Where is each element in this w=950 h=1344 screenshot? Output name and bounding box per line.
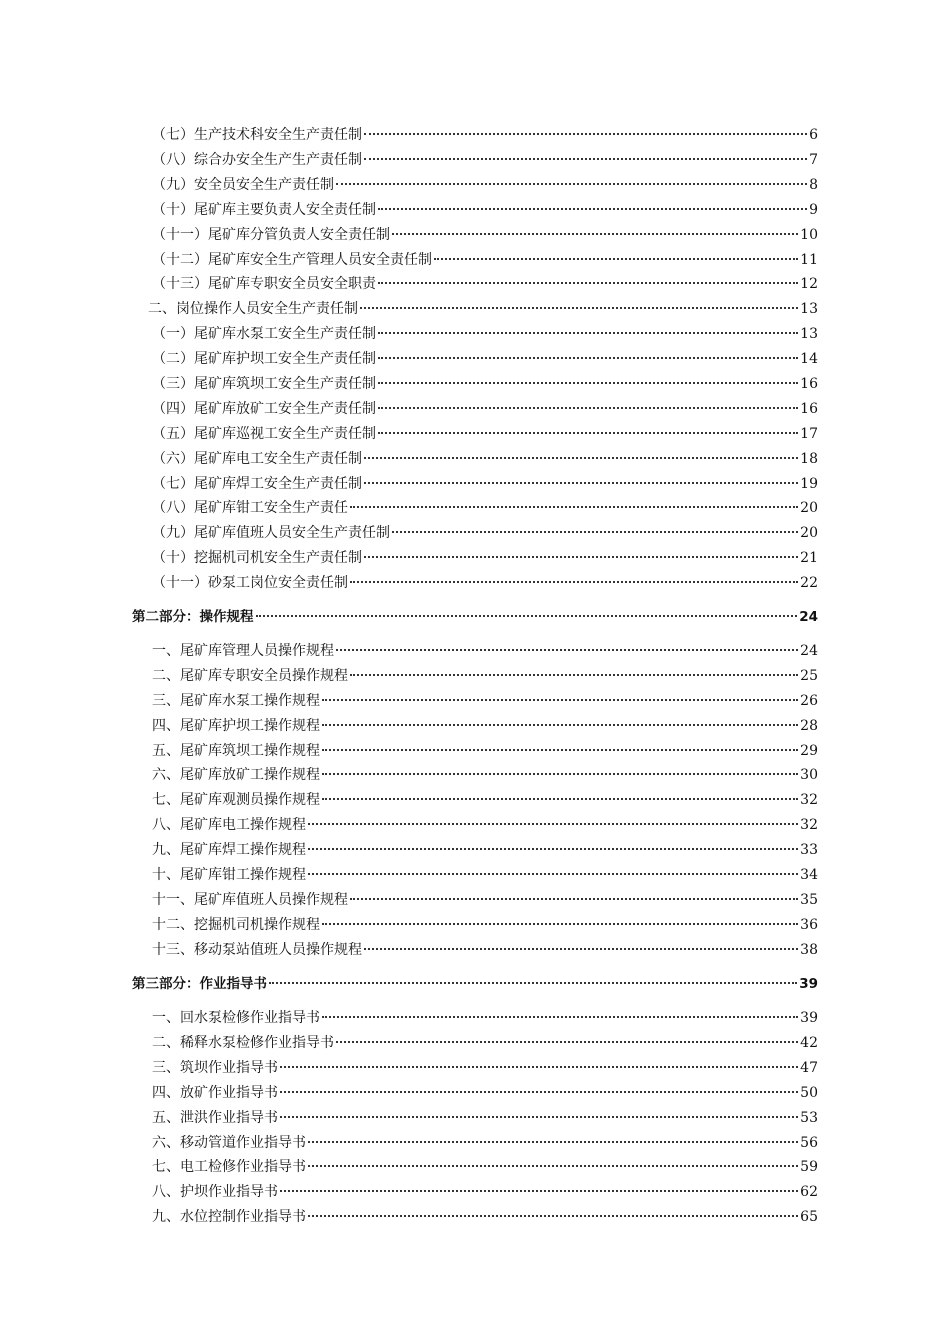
dot-leader	[308, 873, 798, 875]
toc-entry[interactable]	[152, 1134, 818, 1152]
dot-leader	[350, 581, 798, 583]
toc-page-number: 20	[800, 525, 818, 541]
toc-entry-title: （十三）尾矿库专职安全员安全职责	[152, 276, 376, 292]
toc-entry[interactable]	[152, 574, 818, 592]
toc-entry-title: 四、放矿作业指导书	[152, 1085, 278, 1101]
toc-entry[interactable]	[152, 1109, 818, 1127]
toc-entry-title: （十）挖掘机司机安全生产责任制	[152, 550, 362, 566]
dot-leader	[434, 258, 798, 260]
dot-leader	[322, 749, 798, 751]
toc-entry[interactable]	[152, 375, 818, 393]
dot-leader	[378, 357, 798, 359]
dot-leader	[364, 457, 798, 459]
toc-entry[interactable]	[152, 201, 818, 219]
toc-entry-title: （五）尾矿库巡视工安全生产责任制	[152, 426, 376, 442]
toc-entry[interactable]	[152, 816, 818, 834]
toc-entry[interactable]	[152, 692, 818, 710]
toc-page-number: 50	[800, 1085, 818, 1101]
dot-leader	[378, 332, 798, 334]
toc-entry-title: 一、回水泵检修作业指导书	[152, 1010, 320, 1026]
toc-entry[interactable]	[152, 1208, 818, 1226]
toc-page-number: 9	[809, 202, 818, 218]
toc-entry[interactable]	[152, 151, 818, 169]
dot-leader	[364, 556, 798, 558]
toc-page-number: 35	[800, 892, 818, 908]
dot-leader	[350, 674, 798, 676]
toc-entry[interactable]	[152, 450, 818, 468]
toc-page-number: 39	[800, 1010, 818, 1026]
dot-leader	[280, 1091, 798, 1093]
toc-entry[interactable]	[152, 226, 818, 244]
toc-entry[interactable]	[152, 524, 818, 542]
toc-entry-title: 第二部分：操作规程	[132, 609, 254, 625]
toc-entry-title: 七、电工检修作业指导书	[152, 1159, 306, 1175]
toc-page-number: 25	[800, 668, 818, 684]
toc-page-number: 24	[799, 609, 818, 625]
toc-entry-title: （十一）砂泵工岗位安全责任制	[152, 575, 348, 591]
toc-entry[interactable]	[152, 717, 818, 735]
toc-entry[interactable]	[152, 941, 818, 959]
dot-leader	[280, 1066, 798, 1068]
toc-page-number: 33	[800, 842, 818, 858]
toc-entry-title: 三、尾矿库水泵工操作规程	[152, 693, 320, 709]
toc-entry-title: （七）尾矿库焊工安全生产责任制	[152, 476, 362, 492]
toc-entry[interactable]	[152, 499, 818, 517]
toc-entry[interactable]	[152, 400, 818, 418]
toc-page-number: 47	[800, 1060, 818, 1076]
toc-entry-title: 八、尾矿库电工操作规程	[152, 817, 306, 833]
toc-entry-title: 十一、尾矿库值班人员操作规程	[152, 892, 348, 908]
toc-page-number: 34	[800, 867, 818, 883]
dot-leader	[322, 773, 798, 775]
toc-entry[interactable]	[148, 300, 818, 318]
toc-entry[interactable]	[152, 667, 818, 685]
toc-entry[interactable]	[152, 176, 818, 194]
dot-leader	[256, 615, 798, 617]
toc-section-heading[interactable]	[132, 975, 818, 993]
dot-leader	[392, 233, 798, 235]
toc-page-number: 62	[800, 1184, 818, 1200]
dot-leader	[378, 407, 798, 409]
toc-entry[interactable]	[152, 742, 818, 760]
toc-page-number: 56	[800, 1135, 818, 1151]
toc-page-number: 29	[800, 743, 818, 759]
dot-leader	[269, 982, 797, 984]
dot-leader	[392, 531, 798, 533]
toc-page-number: 7	[809, 152, 818, 168]
dot-leader	[322, 798, 798, 800]
toc-page-number: 65	[800, 1209, 818, 1225]
toc-page-number: 32	[800, 792, 818, 808]
toc-entry-title: （十）尾矿库主要负责人安全责任制	[152, 202, 376, 218]
toc-entry[interactable]	[152, 1084, 818, 1102]
dot-leader	[350, 506, 798, 508]
toc-entry[interactable]	[152, 549, 818, 567]
toc-entry[interactable]	[152, 1009, 818, 1027]
toc-entry-title: 九、尾矿库焊工操作规程	[152, 842, 306, 858]
toc-entry-title: 七、尾矿库观测员操作规程	[152, 792, 320, 808]
toc-entry[interactable]	[152, 1059, 818, 1077]
toc-entry[interactable]	[152, 841, 818, 859]
toc-entry-title: （十一）尾矿库分管负责人安全责任制	[152, 227, 390, 243]
toc-entry-title: （六）尾矿库电工安全生产责任制	[152, 451, 362, 467]
dot-leader	[364, 482, 798, 484]
toc-entry-title: 一、尾矿库管理人员操作规程	[152, 643, 334, 659]
toc-page-number: 13	[800, 326, 818, 342]
toc-entry[interactable]	[152, 642, 818, 660]
toc-page-number: 6	[809, 127, 818, 143]
toc-entry[interactable]	[152, 916, 818, 934]
toc-page-number: 24	[800, 643, 818, 659]
toc-page-number: 26	[800, 693, 818, 709]
toc-page-number: 36	[800, 917, 818, 933]
toc-entry-title: （八）尾矿库钳工安全生产责任	[152, 500, 348, 516]
toc-entry[interactable]	[152, 891, 818, 909]
toc-entry-title: 十三、移动泵站值班人员操作规程	[152, 942, 362, 958]
toc-page-number: 16	[800, 401, 818, 417]
dot-leader	[378, 382, 798, 384]
dot-leader	[336, 649, 798, 651]
toc-page-number: 22	[800, 575, 818, 591]
toc-entry[interactable]	[152, 1183, 818, 1201]
toc-entry-title: 六、尾矿库放矿工操作规程	[152, 767, 320, 783]
toc-page-number: 10	[800, 227, 818, 243]
toc-entry[interactable]	[152, 866, 818, 884]
dot-leader	[280, 1190, 798, 1192]
toc-entry-title: （二）尾矿库护坝工安全生产责任制	[152, 351, 376, 367]
toc-entry[interactable]	[152, 275, 818, 293]
toc-page-number: 14	[800, 351, 818, 367]
toc-entry-title: （九）安全员安全生产责任制	[152, 177, 334, 193]
dot-leader	[322, 724, 798, 726]
toc-page-number: 18	[800, 451, 818, 467]
toc-page-number: 28	[800, 718, 818, 734]
toc-entry[interactable]	[152, 251, 818, 269]
dot-leader	[364, 158, 807, 160]
toc-entry-title: （四）尾矿库放矿工安全生产责任制	[152, 401, 376, 417]
toc-page-number: 21	[800, 550, 818, 566]
toc-page-number: 19	[800, 476, 818, 492]
toc-entry-title: 二、稀释水泵检修作业指导书	[152, 1035, 334, 1051]
toc-entry-title: （七）生产技术科安全生产责任制	[152, 127, 362, 143]
toc-entry-title: （三）尾矿库筑坝工安全生产责任制	[152, 376, 376, 392]
toc-entry[interactable]	[152, 425, 818, 443]
dot-leader	[364, 948, 798, 950]
toc-entry-title: 三、筑坝作业指导书	[152, 1060, 278, 1076]
toc-page-number: 16	[800, 376, 818, 392]
toc-entry[interactable]	[152, 126, 818, 144]
toc-entry-title: （十二）尾矿库安全生产管理人员安全责任制	[152, 252, 432, 268]
toc-entry-title: 十、尾矿库钳工操作规程	[152, 867, 306, 883]
toc-page-number: 38	[800, 942, 818, 958]
toc-entry-title: （八）综合办安全生产生产责任制	[152, 152, 362, 168]
toc-entry[interactable]	[152, 791, 818, 809]
dot-leader	[308, 848, 798, 850]
dot-leader	[360, 307, 798, 309]
toc-page-number: 8	[809, 177, 818, 193]
toc-entry[interactable]	[152, 1034, 818, 1052]
dot-leader	[378, 282, 798, 284]
toc-entry-title: 八、护坝作业指导书	[152, 1184, 278, 1200]
toc-section-heading[interactable]	[132, 608, 818, 626]
toc-entry-title: 四、尾矿库护坝工操作规程	[152, 718, 320, 734]
dot-leader	[378, 432, 798, 434]
dot-leader	[322, 1016, 798, 1018]
toc-entry[interactable]	[152, 1158, 818, 1176]
toc-page-number: 53	[800, 1110, 818, 1126]
toc-page-number: 17	[800, 426, 818, 442]
toc-entry-title: 五、尾矿库筑坝工操作规程	[152, 743, 320, 759]
toc-page-number: 12	[800, 276, 818, 292]
dot-leader	[322, 699, 798, 701]
toc-page-number: 32	[800, 817, 818, 833]
dot-leader	[308, 823, 798, 825]
toc-entry-title: 第三部分：作业指导书	[132, 976, 267, 992]
toc-entry-title: （九）尾矿库值班人员安全生产责任制	[152, 525, 390, 541]
dot-leader	[280, 1116, 798, 1118]
toc-entry-title: （一）尾矿库水泵工安全生产责任制	[152, 326, 376, 342]
dot-leader	[378, 208, 807, 210]
toc-entry[interactable]	[152, 766, 818, 784]
dot-leader	[322, 923, 798, 925]
toc-entry[interactable]	[152, 350, 818, 368]
toc-page-number: 20	[800, 500, 818, 516]
toc-entry-title: 十二、挖掘机司机操作规程	[152, 917, 320, 933]
dot-leader	[308, 1215, 798, 1217]
toc-page-number: 39	[799, 976, 818, 992]
toc-entry-title: 六、移动管道作业指导书	[152, 1135, 306, 1151]
toc-entry-title: 二、尾矿库专职安全员操作规程	[152, 668, 348, 684]
dot-leader	[350, 898, 798, 900]
toc-page-number: 13	[800, 301, 818, 317]
dot-leader	[308, 1141, 798, 1143]
dot-leader	[364, 133, 807, 135]
dot-leader	[336, 1041, 798, 1043]
toc-entry[interactable]	[152, 325, 818, 343]
toc-entry-title: 二、岗位操作人员安全生产责任制	[148, 301, 358, 317]
toc-entry-title: 五、泄洪作业指导书	[152, 1110, 278, 1126]
toc-page-number: 59	[800, 1159, 818, 1175]
dot-leader	[336, 183, 807, 185]
toc-page-number: 30	[800, 767, 818, 783]
toc-page-number: 42	[800, 1035, 818, 1051]
dot-leader	[308, 1165, 798, 1167]
toc-entry-title: 九、水位控制作业指导书	[152, 1209, 306, 1225]
toc-page-number: 11	[800, 252, 818, 268]
toc-entry[interactable]	[152, 475, 818, 493]
